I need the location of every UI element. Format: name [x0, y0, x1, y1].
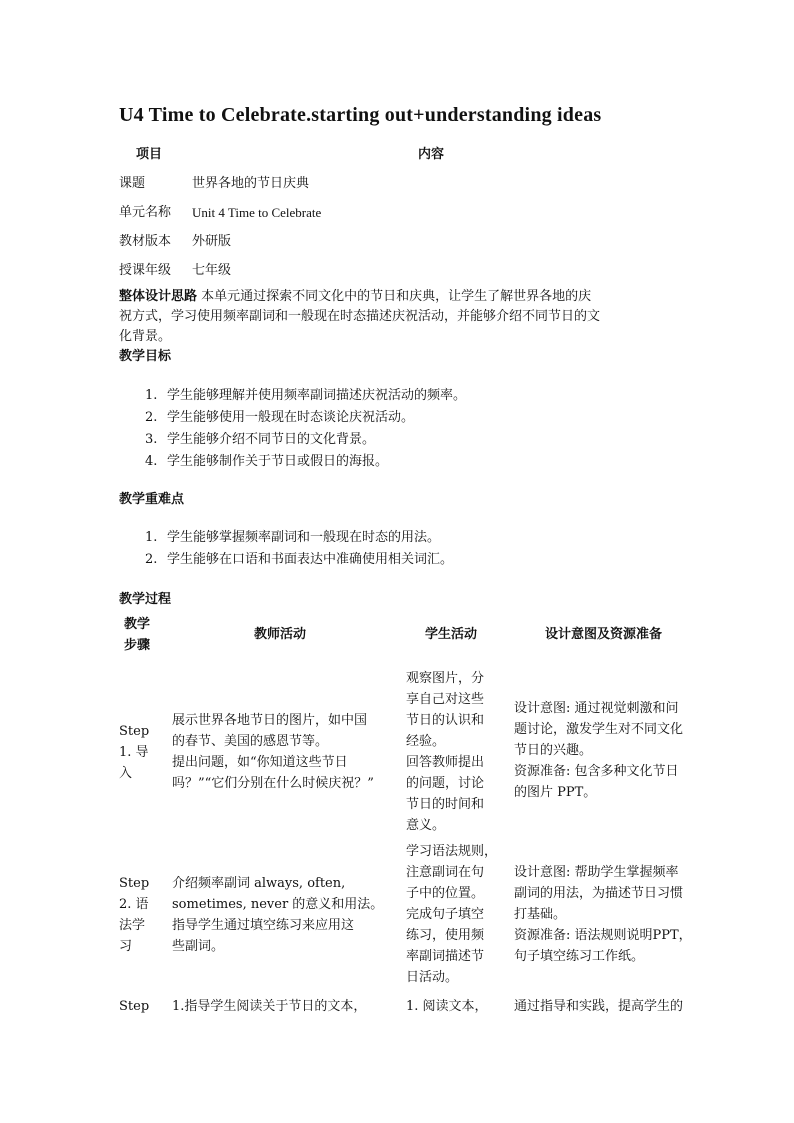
- design-cell: [514, 698, 714, 803]
- cell-line: Step: [119, 876, 150, 891]
- column-header-step-line: 步骤: [124, 638, 151, 653]
- step-cell: [119, 996, 161, 1017]
- list-item-number: 4.: [145, 454, 158, 469]
- cell-line: 的问题，讨论: [406, 776, 485, 791]
- cell-line: 资源准备: 包含多种文化节日: [514, 764, 679, 779]
- column-header-student: 学生活动: [425, 627, 478, 642]
- list-item: [145, 549, 453, 571]
- list-item: [145, 527, 453, 549]
- info-label: 授课年级: [119, 263, 172, 278]
- teacher-activity-cell: [172, 996, 404, 1017]
- list-item-text: 学生能够使用一般现在时态谈论庆祝活动。: [167, 410, 415, 425]
- cell-line: 子中的位置。: [406, 886, 485, 901]
- cell-line: 节日的认识和: [406, 713, 485, 728]
- list-item-text: 学生能够介绍不同节日的文化背景。: [167, 432, 376, 447]
- cell-line: 设计意图: 帮助学生掌握频率: [514, 865, 679, 880]
- cell-line: 指导学生通过填空练习来应用这: [172, 918, 355, 933]
- cell-line: 完成句子填空: [406, 907, 485, 922]
- list-item: [145, 429, 466, 451]
- list-item: [145, 385, 466, 407]
- table-header-content: 内容: [418, 147, 445, 162]
- cell-line: 通过指导和实践，提高学生的: [514, 999, 684, 1014]
- teacher-activity-cell: [172, 873, 404, 957]
- cell-line: 1. 阅读文本，: [406, 999, 488, 1014]
- cell-line: 副词的用法，为描述节日习惯: [514, 886, 684, 901]
- cell-line: 提出问题，如“你知道这些节日: [172, 755, 348, 770]
- info-label: 教材版本: [119, 234, 172, 249]
- student-activity-cell: [406, 996, 506, 1017]
- info-value: Unit 4 Time to Celebrate: [192, 205, 322, 220]
- cell-line: 习: [119, 939, 133, 954]
- cell-line: 2. 语: [119, 897, 149, 912]
- cell-line: 意义。: [406, 818, 446, 833]
- design-cell: [514, 996, 714, 1017]
- cell-line: 的春节、美国的感恩节等。: [172, 734, 329, 749]
- cell-line: 日活动。: [406, 970, 459, 985]
- list-item-number: 2.: [145, 552, 158, 567]
- cell-line: 题讨论，激发学生对不同文化: [514, 722, 684, 737]
- cell-line: 1.指导学生阅读关于节日的文本，: [172, 999, 367, 1014]
- list-item: [145, 407, 466, 429]
- step-cell: [119, 873, 161, 957]
- list-item-number: 1.: [145, 530, 158, 545]
- list-item-text: 学生能够在口语和书面表达中准确使用相关词汇。: [167, 552, 454, 567]
- cell-line: 法学: [119, 918, 146, 933]
- cell-line: 节日的时间和: [406, 797, 485, 812]
- cell-line: 句子填空练习工作纸。: [514, 949, 645, 964]
- column-header-teacher: 教师活动: [254, 627, 307, 642]
- teacher-activity-cell: [172, 710, 404, 794]
- column-header-step-line: 教学: [124, 617, 151, 632]
- info-value: 七年级: [192, 263, 232, 278]
- cell-line: 资源准备: 语法规则说明PPT，: [514, 928, 692, 943]
- cell-line: 1. 导: [119, 745, 149, 760]
- cell-line: Step: [119, 724, 150, 739]
- cell-line: 练习，使用频: [406, 928, 485, 943]
- goals-heading: 教学目标: [119, 349, 172, 364]
- goals-list: [145, 385, 466, 473]
- info-value: 外研版: [192, 234, 232, 249]
- page-title: U4 Time to Celebrate.starting out+understanding ideas: [119, 104, 602, 126]
- design-idea-line: 本单元通过探索不同文化中的节日和庆典，让学生了解世界各地的庆: [201, 289, 592, 304]
- list-item-number: 3.: [145, 432, 158, 447]
- cell-line: 率副词描述节: [406, 949, 485, 964]
- cell-line: 回答教师提出: [406, 755, 485, 770]
- key-points-heading: 教学重难点: [119, 492, 185, 507]
- list-item-text: 学生能够制作关于节日或假日的海报。: [167, 454, 389, 469]
- list-item-number: 1.: [145, 388, 158, 403]
- cell-line: 设计意图: 通过视觉刺激和问: [514, 701, 679, 716]
- info-label: 单元名称: [119, 205, 172, 220]
- column-header-design: 设计意图及资源准备: [545, 627, 663, 642]
- design-idea-line: 化背景。: [119, 329, 172, 344]
- cell-line: 观察图片，分: [406, 671, 485, 686]
- cell-line: 打基础。: [514, 907, 567, 922]
- cell-line: 享自己对这些: [406, 692, 485, 707]
- key-points-list: [145, 527, 453, 571]
- student-activity-cell: [406, 841, 504, 988]
- cell-line: 学习语法规则，: [406, 844, 498, 859]
- cell-line: 节日的兴趣。: [514, 743, 593, 758]
- design-cell: [514, 862, 714, 967]
- cell-line: 介绍频率副词 always, often,: [172, 876, 346, 891]
- design-idea-line: 祝方式，学习使用频率副词和一般现在时态描述庆祝活动，并能够介绍不同节日的文: [119, 309, 601, 324]
- process-heading: 教学过程: [119, 592, 172, 607]
- info-label: 课题: [119, 176, 146, 191]
- list-item-text: 学生能够理解并使用频率副词描述庆祝活动的频率。: [167, 388, 467, 403]
- column-header-step: [124, 614, 164, 656]
- student-activity-cell: [406, 668, 501, 836]
- cell-line: 注意副词在句: [406, 865, 485, 880]
- cell-line: sometimes, never 的意义和用法。: [172, 897, 384, 912]
- info-value: 世界各地的节日庆典: [192, 176, 310, 191]
- cell-line: 展示世界各地节日的图片，如中国: [172, 713, 368, 728]
- list-item: [145, 451, 466, 473]
- cell-line: 些副词。: [172, 939, 225, 954]
- design-idea-paragraph: [119, 287, 689, 347]
- cell-line: 的图片 PPT。: [514, 785, 597, 800]
- design-idea-label: 整体设计思路: [119, 289, 198, 304]
- cell-line: Step: [119, 999, 150, 1014]
- list-item-number: 2.: [145, 410, 158, 425]
- table-header-item: 项目: [136, 147, 163, 162]
- cell-line: 入: [119, 766, 133, 781]
- list-item-text: 学生能够掌握频率副词和一般现在时态的用法。: [167, 530, 441, 545]
- cell-line: 经验。: [406, 734, 446, 749]
- step-cell: [119, 721, 161, 784]
- cell-line: 吗？”“它们分别在什么时候庆祝？”: [172, 776, 374, 791]
